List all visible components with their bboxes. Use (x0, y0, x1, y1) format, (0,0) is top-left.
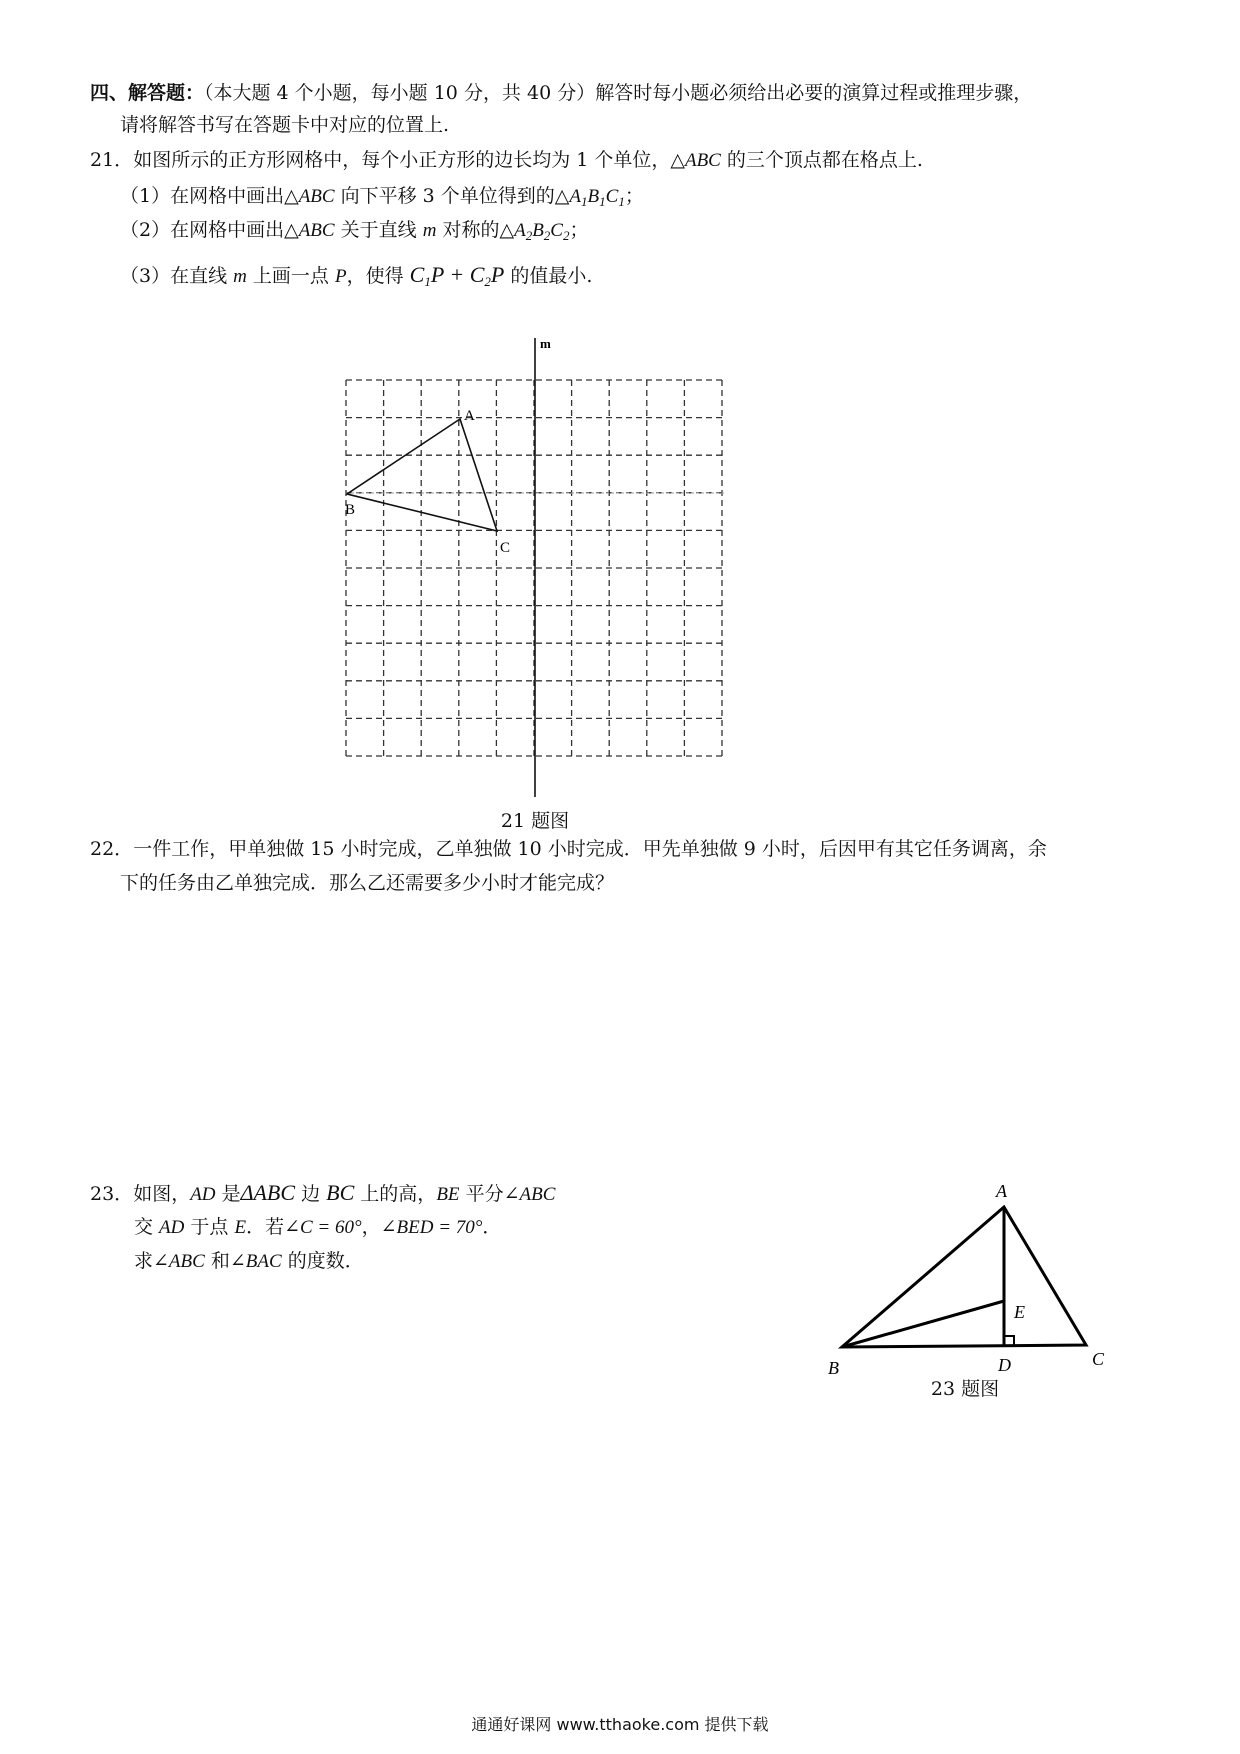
q23-l1-tri: ΔABC (240, 1180, 296, 1205)
q23-l1-d: 上的高， (354, 1183, 437, 1205)
q22-number: 22． (90, 838, 134, 860)
q23-line-1 (90, 1180, 555, 1208)
q21-stem-text-b: 的三个顶点都在格点上. (720, 149, 923, 171)
q23-label-c: C (1092, 1349, 1105, 1369)
q21-p1-a: （1）在网格中画出△ (120, 185, 299, 207)
q21-p3-p: P (334, 266, 347, 287)
q23-l1-b: 是 (215, 1183, 241, 1205)
q21-number: 21． (90, 149, 134, 171)
q21-p2-b: 关于直线 (334, 219, 423, 241)
q23-l2-bed: ∠BED = 70° (380, 1217, 483, 1238)
q21-stem-abc: ABC (684, 150, 721, 171)
q21-p2-c: 对称的△ (436, 219, 515, 241)
q23-l2-b: 于点 (184, 1216, 235, 1238)
q23-l2-d: ， (361, 1216, 381, 1238)
q21-label-b: B (345, 502, 356, 518)
q23-l3-bac: ∠BAC (229, 1251, 282, 1272)
q22-text-1: 一件工作，甲单独做 15 小时完成，乙单独做 10 小时完成．甲先单独做 9 小时，后因甲有其它任务调离，余 (133, 838, 1047, 860)
q21-label-a: A (464, 408, 475, 424)
q23-l1-angle: ∠ABC (503, 1184, 556, 1205)
q23-l1-e: 平分 (459, 1183, 504, 1205)
q23-triangle-abc (842, 1207, 1086, 1347)
q23-l2-end: ． (482, 1216, 502, 1238)
q21-p2-m: m (422, 220, 437, 241)
q23-l2-c60: ∠C = 60° (284, 1217, 362, 1238)
q21-p1-tail: ； (624, 185, 644, 207)
q23-l2-c: ．若 (246, 1216, 285, 1238)
q23-l2-a: 交 (134, 1216, 160, 1238)
q23-l1-a: 如图， (133, 1183, 191, 1205)
q21-p3-b: 上画一点 (246, 265, 335, 287)
q21-p3-formula: $C_1P + C_2P$ (409, 262, 505, 289)
q21-p3-a: （3）在直线 (120, 265, 234, 287)
q23-l1-ad: AD (190, 1184, 216, 1205)
q23-line-3 (134, 1248, 364, 1275)
q21-p2-tail: ； (569, 219, 589, 241)
q23-l3-abc: ∠ABC (153, 1251, 205, 1272)
q21-p1-a1b1c1: $A_1B_1C_1$ (569, 186, 625, 209)
q23-l3-c: 的度数． (281, 1250, 364, 1272)
q23-label-d: D (998, 1355, 1011, 1375)
q21-p1-abc: ABC (298, 186, 335, 207)
q23-l2-e: E (234, 1217, 247, 1238)
q21-p3-d: 的值最小. (504, 265, 593, 287)
q23-l1-be: BE (436, 1184, 460, 1205)
q23-number: 23． (90, 1183, 134, 1205)
q23-l1-bc: BC (326, 1180, 355, 1205)
q23-l1-c: 边 (295, 1183, 327, 1205)
q23-label-e: E (1014, 1302, 1025, 1322)
q21-p2-a: （2）在网格中画出△ (120, 219, 299, 241)
section-heading: 四、解答题： (90, 82, 205, 104)
q23-l3-b: 和 (204, 1250, 230, 1272)
q21-p2-a2b2c2: $A_2B_2C_2$ (514, 220, 570, 243)
q21-triangle-abc (347, 419, 497, 531)
q21-stem-text-a: 如图所示的正方形网格中，每个小正方形的边长均为 1 个单位，△ (133, 149, 685, 171)
q22-line-1 (90, 836, 1047, 862)
q23-l3-a: 求 (134, 1250, 154, 1272)
q23-label-b: B (828, 1358, 839, 1378)
q23-label-a: A (996, 1181, 1007, 1201)
q21-caption: 21 题图 (500, 810, 570, 832)
q23-line-2 (134, 1214, 501, 1241)
page-footer: 通通好课网 www.tthaoke.com 提供下载 (471, 1715, 769, 1734)
q21-p2-abc: ABC (298, 220, 335, 241)
q21-p3-c: ，使得 (346, 265, 410, 287)
q22-line-2: 下的任务由乙单独完成．那么乙还需要多少小时才能完成？ (120, 872, 615, 894)
q23-caption: 23 题图 (930, 1378, 1000, 1400)
q23-l2-ad: AD (159, 1217, 185, 1238)
section-desc-2: 请将解答书写在答题卡中对应的位置上. (120, 114, 450, 136)
q21-grid (346, 380, 722, 756)
q21-p1-b: 向下平移 3 个单位得到的△ (334, 185, 570, 207)
q23-bisector-be (842, 1301, 1004, 1347)
section-desc-1: （本大题 4 个小题，每小题 10 分，共 40 分）解答时每小题必须给出必要的演算过程或推理步骤， (204, 82, 1033, 104)
q21-line-m-label: m (540, 336, 551, 351)
q21-p3-m: m (233, 266, 247, 287)
q21-label-c: C (500, 540, 511, 556)
